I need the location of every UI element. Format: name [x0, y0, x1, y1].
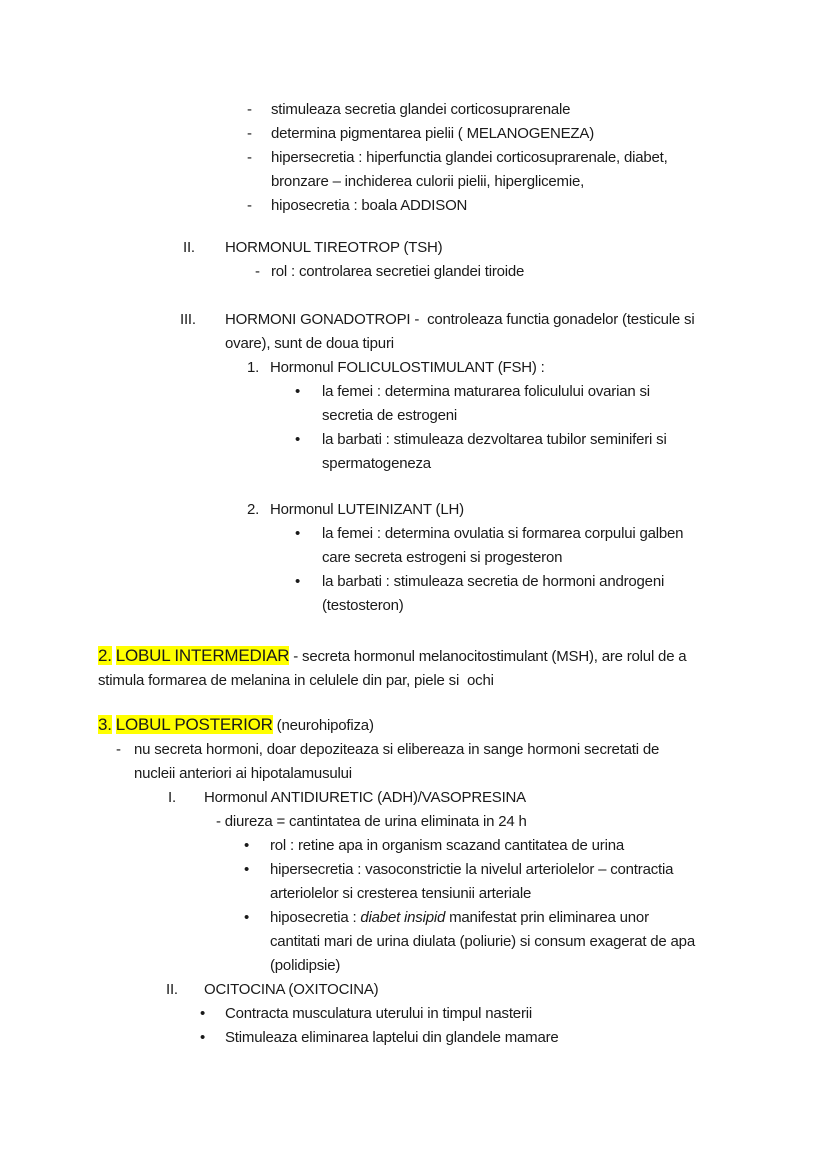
list-marker: • [200, 1029, 206, 1046]
heading-lobul-intermediar [0, 644, 828, 669]
text-segment: bronzare – inchiderea culorii pielii, hiperglicemie, [271, 173, 585, 190]
blank-line-spacer [0, 218, 828, 236]
text-segment: spermatogeneza [322, 455, 431, 472]
line-text [322, 404, 457, 428]
text-segment: - diureza = cantintatea de urina eliminata in 24 h [216, 813, 527, 830]
bullet-item [0, 858, 828, 882]
text-segment: rol : retine apa in organism scazand cantitatea de urina [270, 837, 625, 854]
line-text [270, 356, 545, 380]
text-segment: nu secreta hormoni, doar depoziteaza si elibereaza in sange hormoni secretati de [134, 741, 660, 758]
text-segment: stimula formarea de melanina in celulele din par, piele si ochi [98, 672, 494, 689]
text-segment: Contracta musculatura uterului in timpul nasterii [225, 1005, 533, 1022]
text-segment: OCITOCINA (OXITOCINA) [204, 981, 379, 998]
line-text [322, 428, 667, 452]
text-segment: secretia de estrogeni [322, 407, 458, 424]
text-segment: (neurohipofiza) [272, 717, 374, 734]
list-marker: • [244, 861, 250, 878]
line-text [322, 522, 683, 546]
list-item [0, 146, 828, 170]
list-item [0, 194, 828, 218]
numbered-list-item [0, 356, 828, 380]
bullet-item [0, 1002, 828, 1026]
text-segment: hipersecretia : vasoconstrictie la nivelul arteriolelor – contractia [270, 861, 674, 878]
highlighted-text: LOBUL INTERMEDIAR [115, 646, 290, 665]
line-text [271, 260, 524, 284]
line-text [225, 332, 394, 356]
list-item-continuation [0, 332, 828, 356]
highlighted-text: LOBUL POSTERIOR [115, 715, 273, 734]
list-marker: • [244, 909, 250, 926]
bullet-item-continuation [0, 546, 828, 570]
text-segment: Hormonul ANTIDIURETIC (ADH)/VASOPRESINA [204, 789, 526, 806]
text-segment: arteriolelor si cresterea tensiunii arteriale [270, 885, 532, 902]
text-segment: la barbati : stimuleaza dezvoltarea tubilor seminiferi si [322, 431, 667, 448]
list-marker: III. [180, 311, 196, 328]
list-item [0, 98, 828, 122]
text-segment: rol : controlarea secretiei glandei tiroide [271, 263, 525, 280]
line-text [204, 786, 526, 810]
line-text [134, 762, 352, 786]
line-text [270, 930, 695, 954]
bullet-item [0, 522, 828, 546]
roman-list-item [0, 978, 828, 1002]
line-text [225, 308, 694, 332]
line-text [322, 452, 431, 476]
blank-line-spacer [0, 618, 828, 644]
text-segment: care secreta estrogeni si progesteron [322, 549, 563, 566]
list-item [0, 122, 828, 146]
text-segment: Hormonul FOLICULOSTIMULANT (FSH) : [270, 359, 545, 376]
roman-list-item [0, 786, 828, 810]
list-marker: I. [168, 789, 176, 806]
text-segment: Stimuleaza eliminarea laptelui din glandele mamare [225, 1029, 559, 1046]
bullet-item [0, 834, 828, 858]
line-text [98, 713, 374, 738]
text-segment: la femei : determina maturarea foliculului ovarian si [322, 383, 650, 400]
line-text [98, 644, 686, 669]
line-text [216, 810, 527, 834]
list-marker: • [295, 431, 301, 448]
highlighted-text: 3. [98, 715, 112, 734]
list-item-continuation [0, 170, 828, 194]
list-marker: - [247, 101, 252, 118]
paragraph-continuation [0, 669, 828, 693]
bullet-item-continuation [0, 594, 828, 618]
blank-line-spacer [0, 693, 828, 713]
roman-list-item [0, 308, 828, 332]
line-text [322, 570, 664, 594]
text-segment: (polidipsie) [270, 957, 341, 974]
heading-lobul-posterior [0, 713, 828, 738]
text-segment: la femei : determina ovulatia si formarea corpului galben [322, 525, 684, 542]
list-marker: • [295, 383, 301, 400]
line-text [322, 546, 562, 570]
bullet-item [0, 906, 828, 930]
numbered-list-item [0, 498, 828, 522]
text-segment: ovare), sunt de doua tipuri [225, 335, 394, 352]
line-text [225, 1026, 559, 1050]
text-segment: la barbati : stimuleaza secretia de hormoni androgeni [322, 573, 665, 590]
text-segment: cantitati mari de urina diulata (poliurie) si consum exagerat de apa [270, 933, 695, 950]
text-segment: - secreta hormonul melanocitostimulant (MSH), are rolul de a [289, 648, 687, 665]
line-text [270, 498, 464, 522]
list-marker: II. [183, 239, 195, 256]
text-segment: (testosteron) [322, 597, 404, 614]
line-text [270, 834, 624, 858]
line-text [98, 669, 494, 693]
list-marker: 2. [247, 501, 260, 518]
text-segment: hiposecretia : boala ADDISON [271, 197, 468, 214]
list-item [0, 738, 828, 762]
line-text [271, 122, 594, 146]
text-segment: Hormonul LUTEINIZANT (LH) [270, 501, 464, 518]
line-text [271, 146, 668, 170]
text-segment: hipersecretia : hiperfunctia glandei corticosuprarenale, diabet, [271, 149, 668, 166]
line-text [271, 194, 467, 218]
document-content [0, 98, 828, 1050]
definition-line [0, 810, 828, 834]
bullet-item-continuation [0, 452, 828, 476]
bullet-item-continuation [0, 404, 828, 428]
line-text [271, 170, 584, 194]
text-segment: diabet insipid [360, 909, 446, 926]
roman-list-item [0, 236, 828, 260]
bullet-item-continuation [0, 882, 828, 906]
line-text [271, 98, 570, 122]
blank-line-spacer [0, 476, 828, 498]
list-marker: - [116, 741, 121, 758]
text-segment: hiposecretia : [270, 909, 361, 926]
line-text [134, 738, 659, 762]
list-item [0, 260, 828, 284]
list-marker: - [255, 263, 260, 280]
bullet-item [0, 570, 828, 594]
line-text [270, 882, 531, 906]
list-marker: - [247, 149, 252, 166]
list-marker: II. [166, 981, 178, 998]
line-text [270, 954, 340, 978]
list-marker: - [247, 125, 252, 142]
bullet-item [0, 1026, 828, 1050]
text-segment: nucleii anteriori ai hipotalamusului [134, 765, 352, 782]
line-text [270, 906, 649, 930]
line-text [204, 978, 378, 1002]
line-text [270, 858, 673, 882]
line-text [322, 380, 650, 404]
bullet-item-continuation [0, 930, 828, 954]
bullet-item [0, 428, 828, 452]
text-segment: manifestat prin eliminarea unor [445, 909, 649, 926]
list-marker: • [200, 1005, 206, 1022]
list-marker: • [295, 573, 301, 590]
list-marker: - [247, 197, 252, 214]
text-segment: determina pigmentarea pielii ( MELANOGENEZA) [271, 125, 594, 142]
list-marker: 1. [247, 359, 260, 376]
bullet-item [0, 380, 828, 404]
text-segment: HORMONI GONADOTROPI - controleaza functia gonadelor (testicule si [225, 311, 695, 328]
list-marker: • [244, 837, 250, 854]
line-text [225, 1002, 532, 1026]
bullet-item-continuation [0, 954, 828, 978]
list-item-continuation [0, 762, 828, 786]
blank-line-spacer [0, 284, 828, 308]
highlighted-text: 2. [98, 646, 112, 665]
list-marker: • [295, 525, 301, 542]
text-segment: HORMONUL TIREOTROP (TSH) [225, 239, 443, 256]
line-text [225, 236, 442, 260]
line-text [322, 594, 404, 618]
text-segment: stimuleaza secretia glandei corticosuprarenale [271, 101, 571, 118]
